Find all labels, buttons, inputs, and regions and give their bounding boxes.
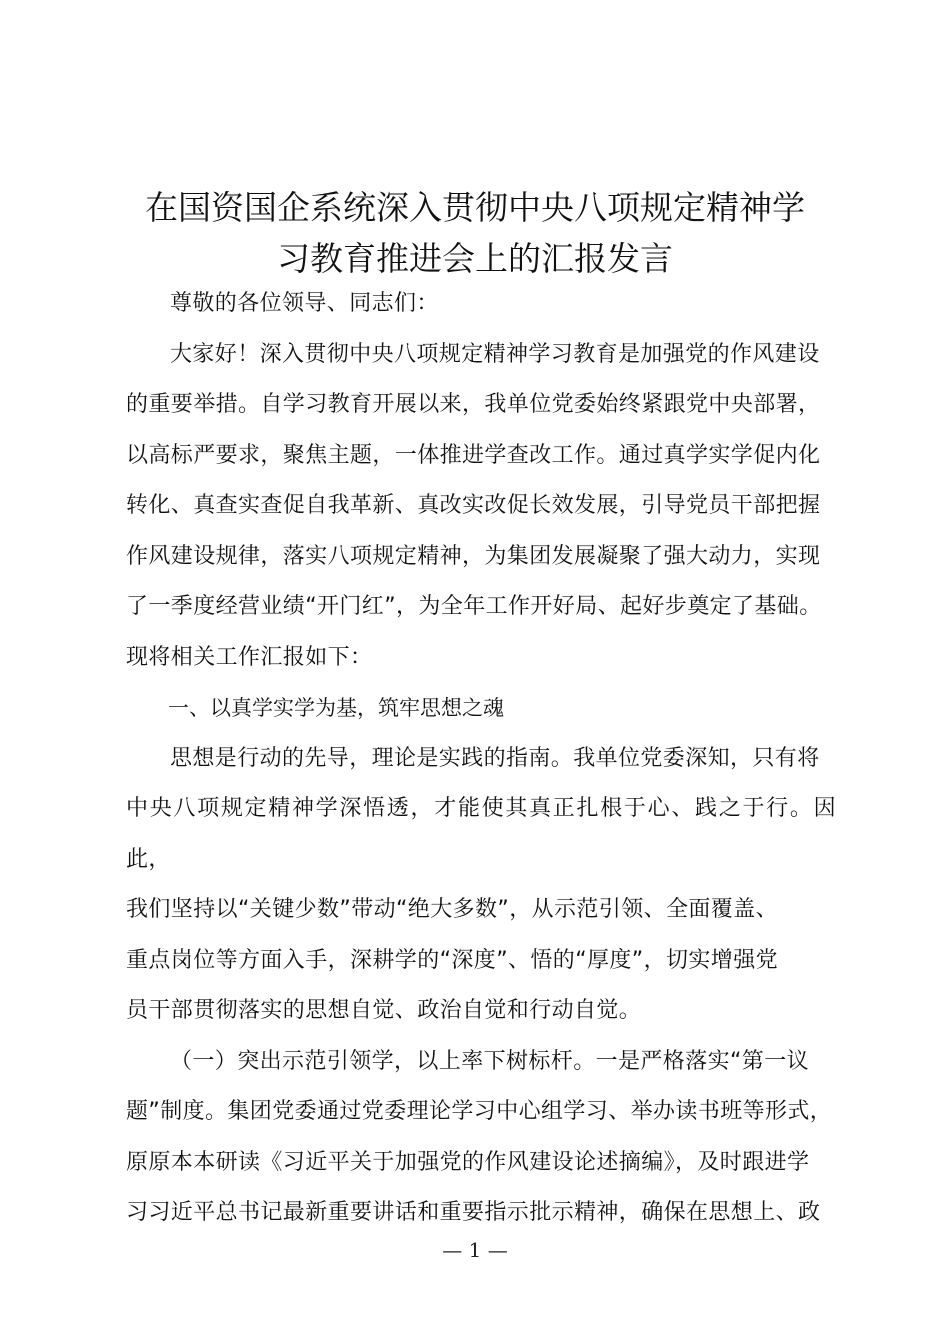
subsection-paragraph <box>126 1037 836 1239</box>
text-line: 习习近平总书记最新重要讲话和重要指示批示精神，确保在思想上、政 <box>126 1200 821 1225</box>
text-line: 原原本本研读《习近平关于加强党的作风建设论述摘编》，及时跟进学 <box>126 1149 810 1175</box>
text-line: 作风建设规律，落实八项规定精神，为集团发展凝聚了强大动力，实现 <box>126 543 821 569</box>
text-line: （一）突出示范引领学，以上率下树标杆。一是严格落实“第一议 <box>170 1048 809 1074</box>
text-line: 了一季度经营业绩“开门红”，为全年工作开好局、起好步奠定了基础。 <box>126 594 822 619</box>
section-paragraph <box>126 734 836 1037</box>
document-body <box>126 279 836 1239</box>
text-line: 现将相关工作汇报如下： <box>126 644 373 670</box>
text-line: 转化、真查实查促自我革新、真改实改促长效发展，引导党员干部把握 <box>126 493 821 518</box>
text-line: 以高标严要求，聚焦主题，一体推进学查改工作。通过真学实学促内化 <box>126 442 821 468</box>
salutation <box>126 279 836 330</box>
intro-paragraph <box>126 330 836 684</box>
section-heading: 一、以真学实学为基，筑牢思想之魂 <box>168 696 504 720</box>
text-line: 题”制度。集团党委通过党委理论学习中心组学习、举办读书班等形式， <box>126 1099 833 1124</box>
title-line-2: 习教育推进会上的汇报发言 <box>277 239 673 278</box>
text-line: 的重要举措。自学习教育开展以来，我单位党委始终紧跟党中央部署， <box>126 392 821 417</box>
text-line: 大家好！深入贯彻中央八项规定精神学习教育是加强党的作风建设 <box>170 341 820 367</box>
text-line: 思想是行动的先导，理论是实践的指南。我单位党委深知，只有将 <box>170 745 820 771</box>
text-line: 重点岗位等方面入手，深耕学的“深度”、悟的“厚度”，切实增强党 <box>126 947 778 973</box>
document-title <box>100 182 850 284</box>
text-line: 员干部贯彻落实的思想自觉、政治自觉和行动自觉。 <box>126 998 642 1023</box>
text-line: 中央八项规定精神学深悟透，才能使其真正扎根于心、践之于行。因此， <box>126 796 836 872</box>
page-number: — 1 — <box>442 1238 508 1262</box>
text-line: 我们坚持以“关键少数”带动“绝大多数”，从示范引领、全面覆盖、 <box>126 897 778 922</box>
title-line-1: 在国资国企系统深入贯彻中央八项规定精神学 <box>145 188 805 227</box>
salutation-text: 尊敬的各位领导、同志们： <box>170 291 439 316</box>
